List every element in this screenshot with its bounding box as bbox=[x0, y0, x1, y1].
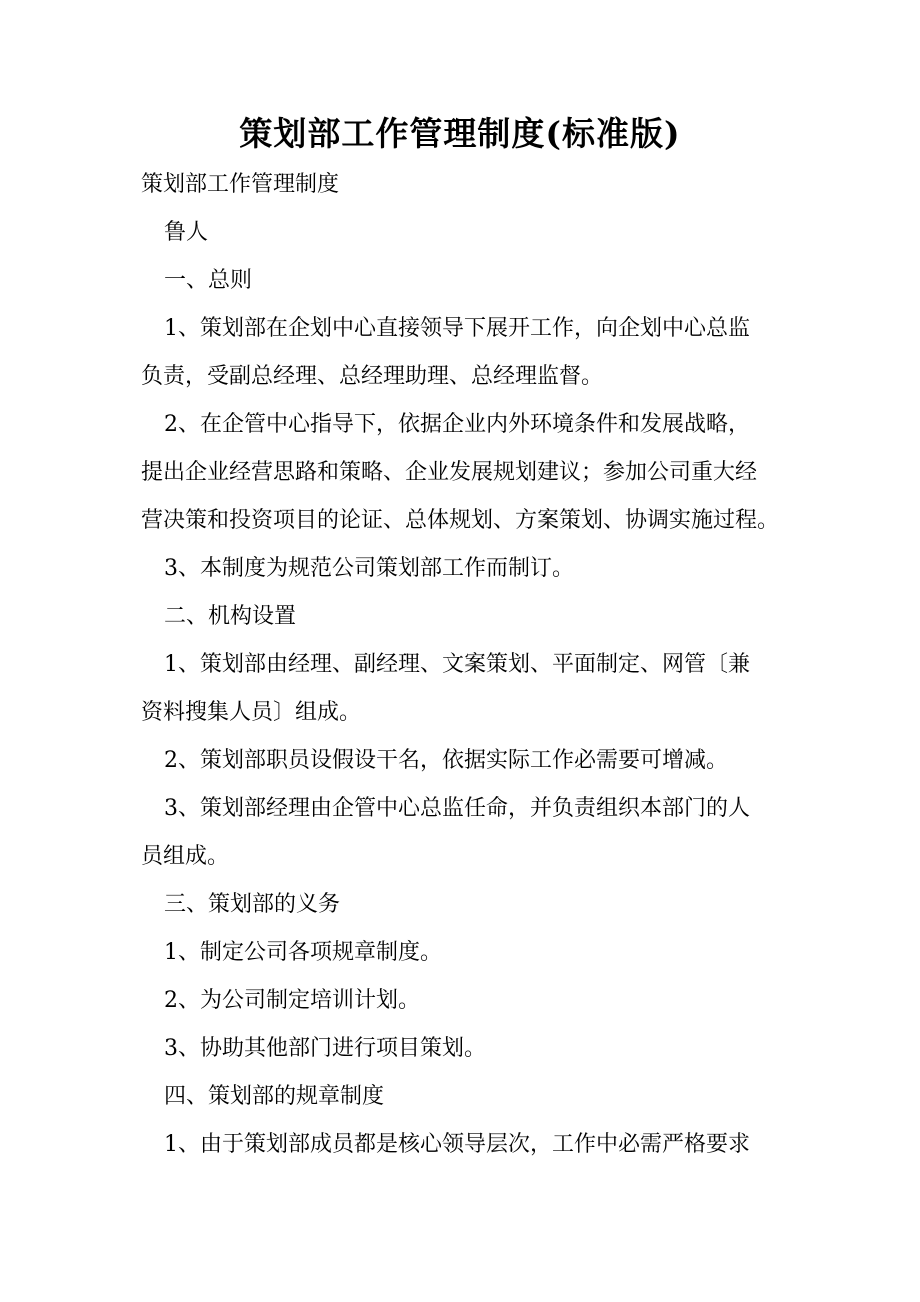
paragraph-line: 营决策和投资项目的论证、总体规划、方案策划、协调实施过程。 bbox=[141, 508, 780, 533]
paragraph-line: 1、策划部在企划中心直接领导下展开工作，向企划中心总监 bbox=[164, 316, 750, 341]
paragraph-line: 提出企业经营思路和策略、企业发展规划建议；参加公司重大经 bbox=[141, 460, 758, 485]
section-heading-3: 三、策划部的义务 bbox=[164, 892, 341, 917]
section-heading-2: 二、机构设置 bbox=[164, 604, 297, 629]
paragraph-line: 3、本制度为规范公司策划部工作而制订。 bbox=[164, 556, 574, 581]
paragraph-line: 1、策划部由经理、副经理、文案策划、平面制定、网管〔兼 bbox=[164, 652, 750, 677]
subtitle-line: 策划部工作管理制度 bbox=[141, 172, 340, 197]
section-heading-4: 四、策划部的规章制度 bbox=[164, 1084, 385, 1109]
paragraph-line: 3、策划部经理由企管中心总监任命，并负责组织本部门的人 bbox=[164, 796, 750, 821]
paragraph-line: 2、在企管中心指导下，依据企业内外环境条件和发展战略， bbox=[164, 412, 750, 437]
paragraph-line: 1、制定公司各项规章制度。 bbox=[164, 940, 442, 965]
paragraph-line: 1、由于策划部成员都是核心领导层次，工作中必需严格要求 bbox=[164, 1132, 750, 1157]
author-line: 鲁人 bbox=[164, 220, 209, 245]
paragraph-line: 员组成。 bbox=[141, 844, 230, 869]
paragraph-line: 资料搜集人员〕组成。 bbox=[141, 700, 362, 725]
paragraph-line: 负责，受副总经理、总经理助理、总经理监督。 bbox=[141, 364, 604, 389]
paragraph-line: 2、为公司制定培训计划。 bbox=[164, 988, 420, 1013]
paragraph-line: 3、协助其他部门进行项目策划。 bbox=[164, 1036, 486, 1061]
section-heading-1: 一、总则 bbox=[164, 268, 253, 293]
document-title: 策划部工作管理制度(标准版) bbox=[239, 114, 681, 153]
paragraph-line: 2、策划部职员设假设干名，依据实际工作必需要可增减。 bbox=[164, 748, 728, 773]
